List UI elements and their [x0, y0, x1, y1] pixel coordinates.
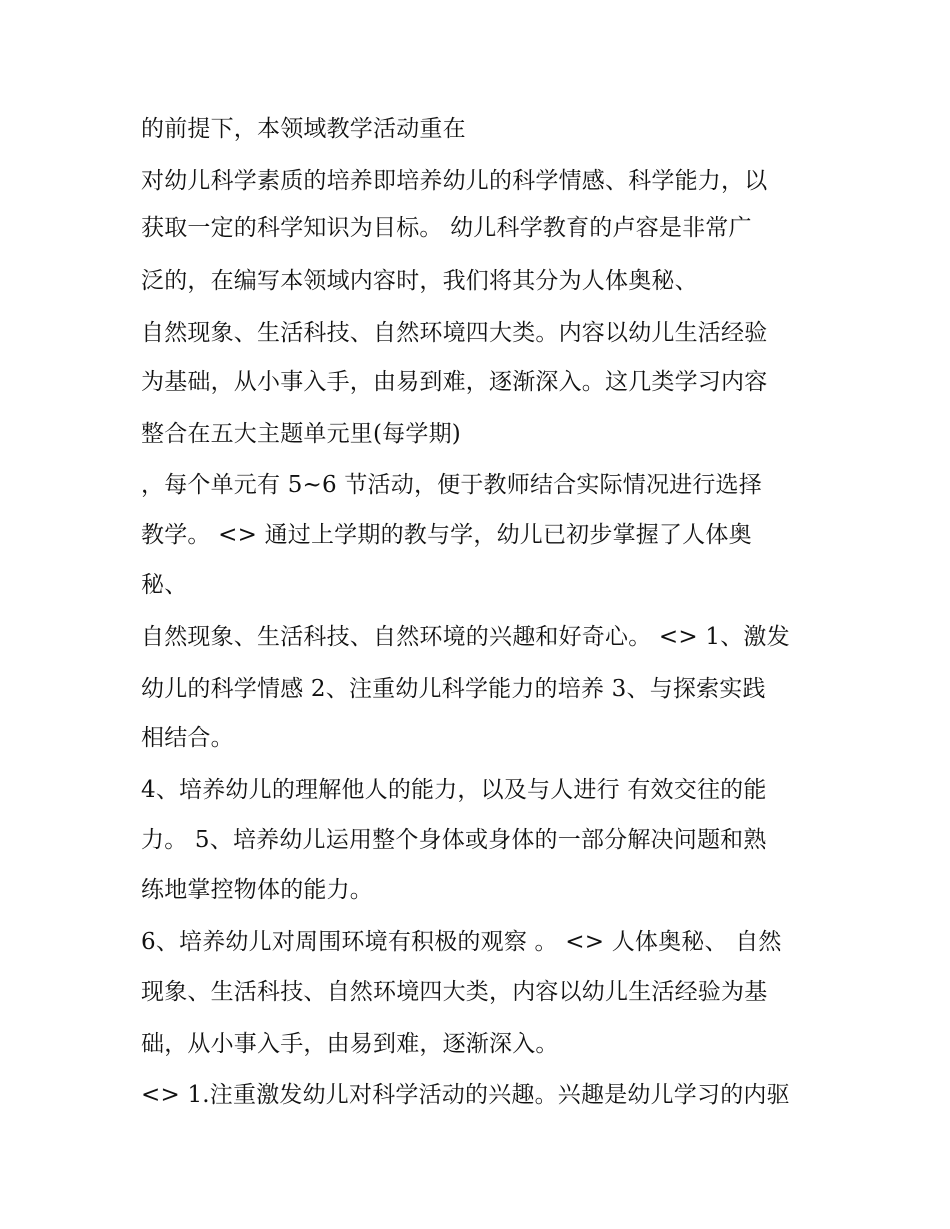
text-line: 练地掌控物体的能力。 — [141, 877, 373, 903]
text-line: 整合在五大主题单元里(每学期) — [141, 421, 461, 447]
text-line: 泛的，在编写本领域内容时，我们将其分为人体奥秘、 — [141, 268, 698, 294]
text-line: 获取一定的科学知识为目标。 幼儿科学教育的卢容是非常广 — [141, 215, 752, 241]
text-line: 秘、 — [141, 572, 188, 598]
text-line: 自然现象、生活科技、自然环境四大类。内容以幼儿生活经验 — [141, 320, 768, 346]
text-line: 对幼儿科学素质的培养即培养幼儿的科学情感、科学能力，以 — [141, 168, 768, 194]
text-line: 4、培养幼儿的理解他人的能力，以及与人进行 有效交往的能 — [141, 777, 767, 803]
text-line: ，每个单元有 5~6 节活动，便于教师结合实际情况进行选择 — [141, 472, 762, 498]
text-line: 自然现象、生活科技、自然环境的兴趣和好奇心。 <> 1、激发 — [141, 624, 790, 650]
text-line: 为基础，从小事入手，由易到难，逐渐深入。这几类学习内容 — [141, 369, 768, 395]
text-line: 幼儿的科学情感 2、注重幼儿科学能力的培养 3、与探索实践 — [141, 676, 766, 702]
text-line: 现象、生活科技、自然环境四大类，内容以幼儿生活经验为基 — [141, 979, 768, 1005]
text-line: 6、培养幼儿对周围环境有积极的观察 。 <> 人体奥秘、 自然 — [141, 929, 782, 955]
text-line: 教学。 <> 通过上学期的教与学，幼儿已初步掌握了人体奥 — [141, 522, 752, 548]
text-line: 相结合。 — [141, 725, 234, 751]
text-line: 力。 5、培养幼儿运用整个身体或身体的一部分解决问题和熟 — [141, 827, 767, 853]
text-line: 础，从小事入手，由易到难，逐渐深入。 — [141, 1031, 559, 1057]
text-line: <> 1.注重激发幼儿对科学活动的兴趣。兴趣是幼儿学习的内驱 — [141, 1082, 790, 1108]
text-line: 的前提下，本领域教学活动重在 — [141, 116, 466, 142]
